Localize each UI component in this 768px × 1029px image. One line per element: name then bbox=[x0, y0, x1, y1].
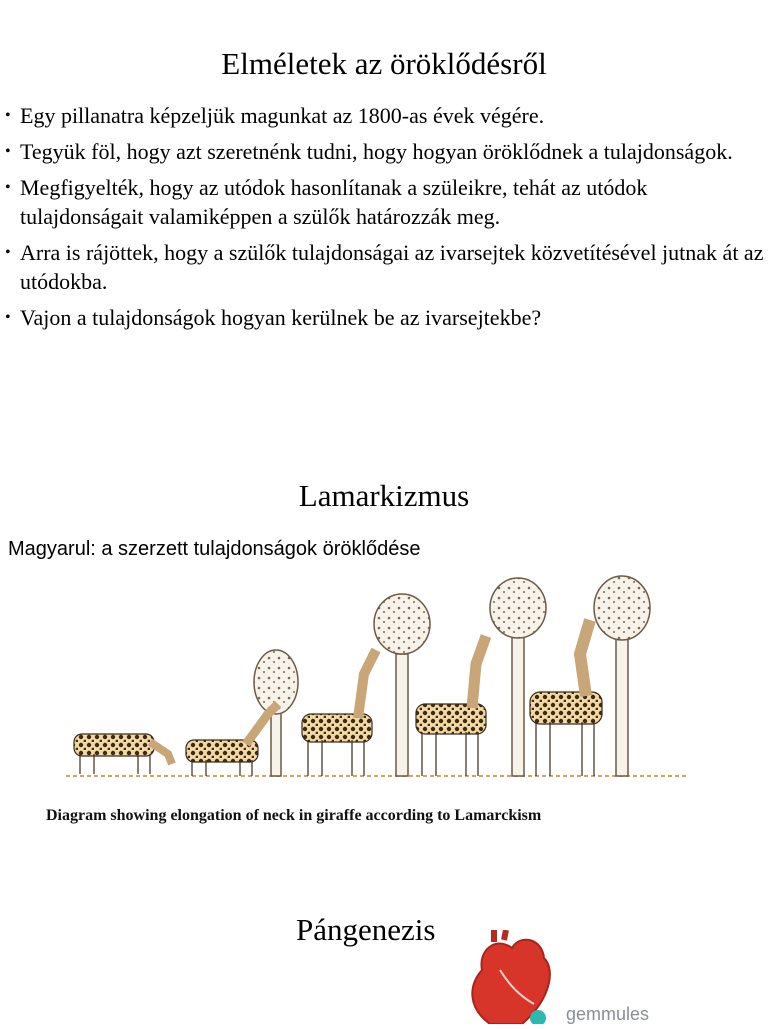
giraffe-illustration bbox=[46, 574, 690, 804]
bullet-dot-icon: • bbox=[5, 309, 11, 326]
giraffe-icon bbox=[416, 636, 486, 776]
giraffe-neck-diagram bbox=[46, 574, 690, 838]
bullet-item bbox=[0, 303, 768, 332]
bullet-item bbox=[0, 137, 768, 166]
giraffe-icon bbox=[302, 650, 376, 776]
bullet-text: Tegyük föl, hogy azt szeretnénk tudni, hogy hogyan öröklődnek a tulajdonságok. bbox=[20, 139, 733, 164]
tree-icon bbox=[594, 576, 650, 776]
bullet-text: Arra is rájöttek, hogy a szülők tulajdonságai az ivarsejtek közvetítésével jutnak át az utódokba. bbox=[20, 240, 764, 294]
bullet-dot-icon: • bbox=[5, 143, 11, 160]
bullet-item bbox=[0, 238, 768, 296]
bullet-dot-icon: • bbox=[5, 244, 11, 261]
giraffe-icon bbox=[74, 734, 172, 774]
bullet-dot-icon: • bbox=[5, 179, 11, 196]
bullet-dot-icon: • bbox=[5, 107, 11, 124]
gemmules-label: gemmules bbox=[566, 1004, 650, 1024]
title-theories: Elméletek az öröklődésről bbox=[221, 46, 547, 81]
giraffe-icon bbox=[530, 620, 602, 776]
title-pangenesis: Pángenezis bbox=[296, 912, 436, 947]
tree-icon bbox=[490, 578, 546, 776]
bullet-text: Egy pillanatra képzeljük magunkat az 1800-as évek végére. bbox=[20, 103, 545, 128]
tree-icon bbox=[254, 650, 298, 776]
title-lamarckism: Lamarkizmus bbox=[298, 478, 470, 513]
diagram-caption: Diagram showing elongation of neck in giraffe according to Lamarckism bbox=[46, 807, 542, 824]
bullet-item bbox=[0, 173, 768, 231]
giraffe-icon bbox=[186, 704, 278, 776]
bullet-item bbox=[0, 101, 768, 130]
bullet-text: Vajon a tulajdonságok hogyan kerülnek be az ivarsejtekbe? bbox=[20, 305, 542, 330]
heart-icon bbox=[460, 930, 570, 1024]
theories-bullet-list bbox=[0, 101, 768, 339]
bullet-text: Megfigyelték, hogy az utódok hasonlítanak a szüleikre, tehát az utódok tulajdonságait valamiképpen a szülők határozzák meg. bbox=[20, 175, 648, 229]
lamarckism-subtitle: Magyarul: a szerzett tulajdonságok öröklődése bbox=[8, 538, 421, 560]
